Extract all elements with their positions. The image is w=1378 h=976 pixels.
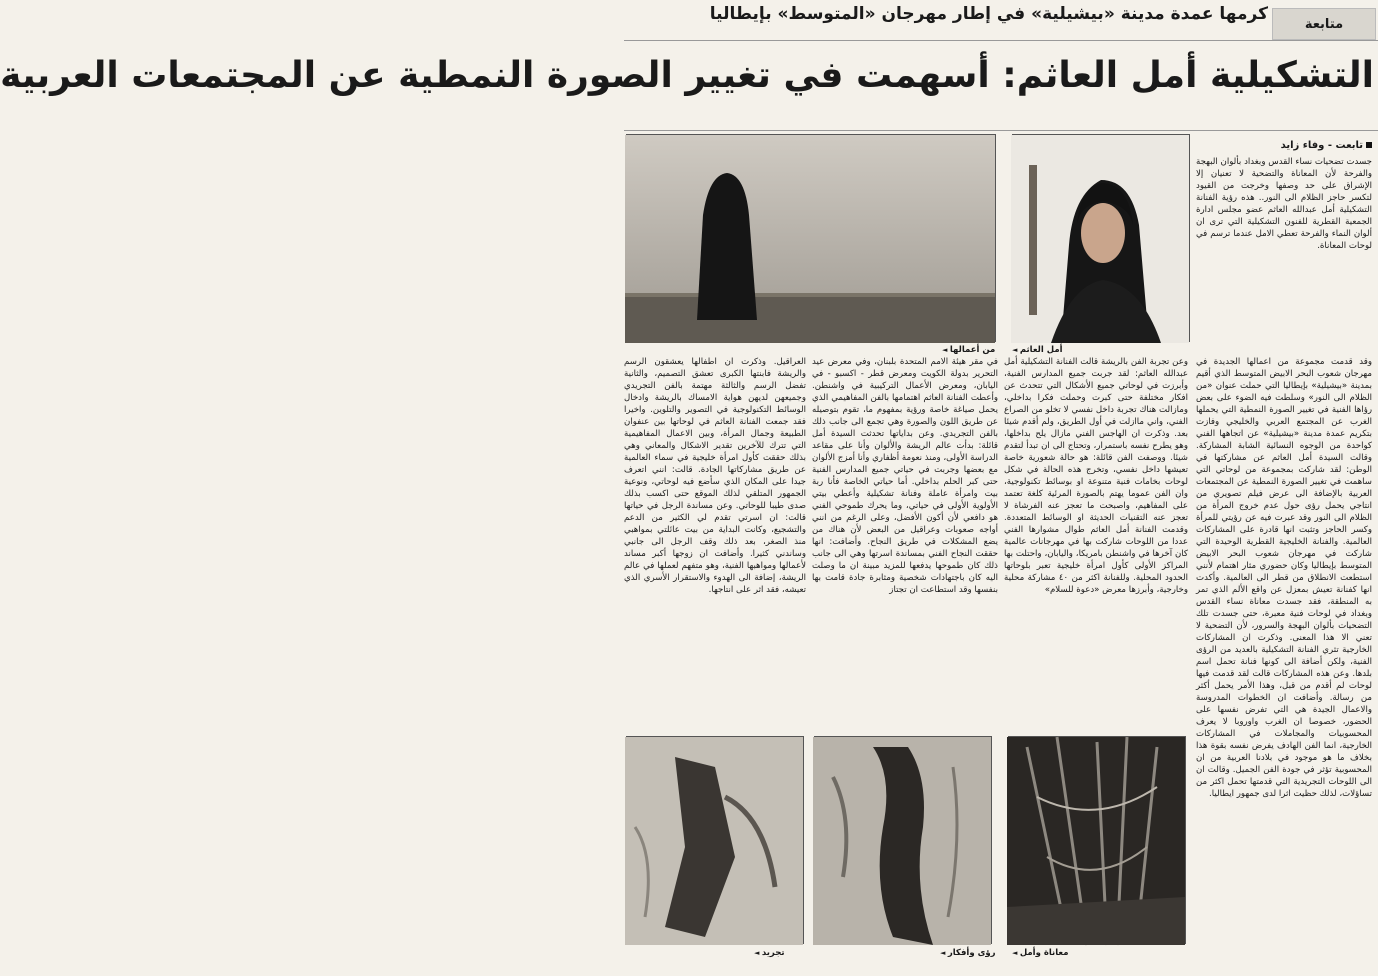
painting-2-illustration xyxy=(813,737,991,945)
painting-2-photo xyxy=(814,736,992,944)
byline-text: تابعت - وفاء زايد xyxy=(1280,140,1363,151)
byline xyxy=(1281,140,1372,151)
caption-portrait: أمل العاثم ◄ xyxy=(1012,345,1063,355)
caption-painting-3: تجريد ◄ xyxy=(754,948,785,958)
kicker-headline: كرمها عمدة مدينة «بيشيلية» في إطار مهرجان «المتوسط» بإيطاليا xyxy=(709,4,1268,24)
section-tag: متابعة xyxy=(1272,8,1376,40)
column-2-text: وعن تجربة الفن بالريشة قالت الفنانة التشكيلية أمل عبدالله العاثم: لقد جربت جميع المدارس الفنية، وأبرزت في لوحاتي جميع الأشكال التي تتحدث عن افكار مختلفة حتى كبرت وحملت فكرا بداخلي، ومازالت هناك تجربة داخل نفسي لا تخلو من الصراع الفني، واني ماازلت في أول الطريق، ولم أقدم شيئا بعد. وذكرت ان الهاجس الفني مازال يلح بداخلها، وهو يطرح نفسه باستمرار، وتحتاج الى ان تبدأ لتقدم شيئا. ووصفت الفن قائلة: هو حالة شعورية خاصة تعيشها داخل نفسي، وتخرج هذه الحالة في شكل لوحات بخامات فنية متنوعة او بوسائط تكنولوجية، وان الفن عموما يهتم بالصورة المرئية كلغة تعتمد على المفاهيم، واصبحت ما تعجز عنه الفرشاة لا تعجز عنه التقنيات الحديثة او الوسائط المتعددة. وقدمت الفنانة أمل العاثم طوال مشوارها الفني عددا من اللوحات شاركت بها في مهرجانات عالمية كان آخرها في واشنطن بامريكا، واليابان، واحتلت بها المراكز الأولى كأول امرأة خليجية تعبر بلوحاتها الحدود المحلية. وللفنانة اكثر من ٤٠ مشاركة محلية وخارجية، وأبرزها معرض «دعوة للسلام» xyxy=(1004,357,1188,595)
caption-painting-1: معاناة وأمل ◄ xyxy=(1012,948,1069,958)
caption-painting-2: رؤى وأفكار ◄ xyxy=(940,948,996,958)
column-4 xyxy=(624,356,806,734)
column-3-text: في مقر هيئة الامم المتحدة بلبنان، وفي معرض عيد التحرير بدولة الكويت ومعرض قطر - اكسبو - في اليابان، ومعرض الأعمال التركيبية في واشنطن. وأعطت الفنانة العاثم اهتمامها بالفن المفاهيمي الذي يحمل صياغة خاصة ورؤية بمفهوم ما، تقوم بتوصيله عن طريق اللون والصورة وهي تجمع الى جانب ذلك بالفن التجريدي. وعن بداياتها تحدثت السيدة أمل قائلة: بدأت عالم الريشة والألوان وأنا على مقاعد الدراسة الأولى، ومنذ نعومة أظفاري وأنا أمزج الألوان مع بعضها وجربت في حياتي جميع المدارس الفنية حتى كبر الحلم بداخلي. أما حياتي الخاصة فأنا ربة بيت وامرأة عاملة وفنانة تشكيلية وأعطي بيتي الأولوية الأولى في حياتي، وما يحرك طموحي الفني هو دافعي لأن أكون الأفضل، وعلى الرغم من انني أواجه صعوبات وعراقيل من البعض لأن هناك من يضع المشكلات في طريق النجاح. وأضافت: انها حققت النجاح الفني بمساندة اسرتها وهي الى جانب ذلك كان طموحها يدفعها للمزيد مبينة ان ما وصلت اليه كان باجتهادات شخصية ومثابرة جادة قامت بها بنفسها وقد استطاعت ان تجتاز xyxy=(812,357,998,595)
painting-1-illustration xyxy=(1007,737,1185,945)
headline-rule xyxy=(624,130,1378,131)
column-3 xyxy=(812,356,998,734)
painting-3-photo xyxy=(626,736,804,944)
column-4-text: العراقيل. وذكرت ان اطفالها يعشقون الرسم والريشة فابنتها الكبرى تعشق التصميم، والثانية تفضل الرسم والثالثة مهتمة بالفن التجريدي وجميعهن لديهن هواية الامساك بالريشة وادخال الوسائط التكنولوجية في التصوير والتلوين. واخيرا فقد جمعت الفنانة العاثم في لوحاتها بين عنفوان الطبيعة وجمال المرأة، وبين الاعمال المفاهيمية التي تترك للآخرين تقدير الاشكال والمعاني وهي بذلك حققت كأول امرأة خليجية في سماء العالمية عن طريق مشاركاتها الجادة. قالت: انني اتعرف جيدا على المكان الذي سأضع فيه لوحاتي، ونوعية الجمهور المتلقي لذلك الموقع حتى اكسب بذلك صدى طيبا للوحاتي. وعن مساندة الرجل في حياتها قالت: ان اسرتي تقدم لي الكثير من الدعم والتشجيع، وكانت البداية من بيت عائلتي بمواهبي منذ الصغر، بعد ذلك وقف الرجل الى جانبي وساندني كثيرا. وأضافت ان زوجها أكبر مساند لأعمالها ومواهبها الفنية، وهو متفهم لعملها في عالم الريشة، إضافة الى الهدوء والاستقرار الأسري الذي تعيشه، فقد اثر على انتاجها. xyxy=(624,357,806,595)
column-1 xyxy=(1196,356,1372,972)
painting-3-illustration xyxy=(625,737,803,945)
column-intro xyxy=(1196,156,1372,348)
column-1-text: وقد قدمت مجموعة من اعمالها الجديدة في مهرجان شعوب البحر الابيض المتوسط الذي أقيم بمدينة «بيشيلية» بإيطاليا التي حملت عنوان «من الظلام الى النور» وسلطت فيه الضوء على بعض رؤاها الفنية في تغيير الصورة النمطية التي يحملها الغرب عن المجتمع العربي والخليجي وفازت بتكريم عمدة مدينة «بيشيلية» عن اتجاهها الفني كواحدة من الوجوه النسائية الشابة المشاركة. وقالت السيدة أمل العاثم عن مشاركتها في الوطن: لقد شاركت بمجموعة من لوحاتي التي ساهمت في تغيير الصورة النمطية عن المجتمعات العربية بالإضافة الى عرض فيلم تصويري من انتاجي يحمل رؤى حول عدم خروج المرأة من الظلام الى النور وقد عبرت فيه عن رؤيتي للمرأة وكسر الحاجز وتثبت انها قادرة على المشاركات العالمية. والفنانة الخليجية القطرية الوحيدة التي شاركت في مهرجان شعوب البحر الابيض المتوسط بإيطاليا وكان حضوري مثار اهتمام لأنني استطعت الانطلاق من قطر الى العالمية. وأكدت انها كفنانة تعيش بمعزل عن واقع الألم الذي تمر به المنطقة، فقد جسدت معاناة نساء القدس وبغداد في لوحات فنية معبرة، حتى جسدت تلك التضحيات بألوان البهجة والسرور، لأن التضحية لا تعني الا هذا المعنى. وذكرت ان المشاركات الخارجية تثري الفنانة التشكيلية بالعديد من الرؤى الفنية، ولكن أضافة الى كونها فنانة تحمل اسم بلدها. وعن هذه المشاركات قالت لقد قدمت فيها لوحات لم أقدم من قبل، وهذا الأمر يحمل أكثر من رسالة. وأضافت ان الخطوات المدروسة والاعمال الجيدة هي التي تفرض نفسها على الحضور، خصوصا ان الغرب واوروبا لا يعرف المحسوبيات والمجاملات في المشاركات الخارجية، انما الفن الهادف يفرض نفسه بقوة هذا بخلاف ما هو موجود في بلادنا العربية من ان المحسوبية تؤثر في جودة الفن الجميل. وقالت ان الى اللوحات التجريدية التي قدمتها تحمل اكثر من تساؤلات، لذلك حظيت اثرا لدى جمهور ايطاليا. xyxy=(1196,357,1372,799)
painting-1-photo xyxy=(1008,736,1186,944)
header-rule xyxy=(624,40,1378,41)
column-2 xyxy=(1004,356,1188,734)
portrait-photo xyxy=(1012,134,1190,342)
caption-desert-artwork: من أعمالها ◄ xyxy=(942,345,995,355)
desert-artwork-photo xyxy=(626,134,996,342)
bullet-icon xyxy=(1366,142,1372,148)
portrait-illustration xyxy=(1011,135,1189,343)
desert-artwork-illustration xyxy=(625,135,995,343)
intro-paragraph: جسدت تضحيات نساء القدس وبغداد بألوان البهجة والفرحة لأن المعاناة والتضحية لا تعنيان إلا الإشراق على حد وصفها وخرجت من القيود لتكسر حاجز الظلام الى النور.. هذه رؤية الفنانة التشكيلية أمل عبدالله العاثم عضو مجلس ادارة الجمعية القطرية للفنون التشكيلية التي ترى ان ألوان النماء والفرحة تعطي الامل عندما ترسم في لوحات المعاناة. xyxy=(1196,157,1372,251)
main-headline: التشكيلية أمل العاثم: أسهمت في تغيير الصورة النمطية عن المجتمعات العربية xyxy=(0,55,1374,96)
